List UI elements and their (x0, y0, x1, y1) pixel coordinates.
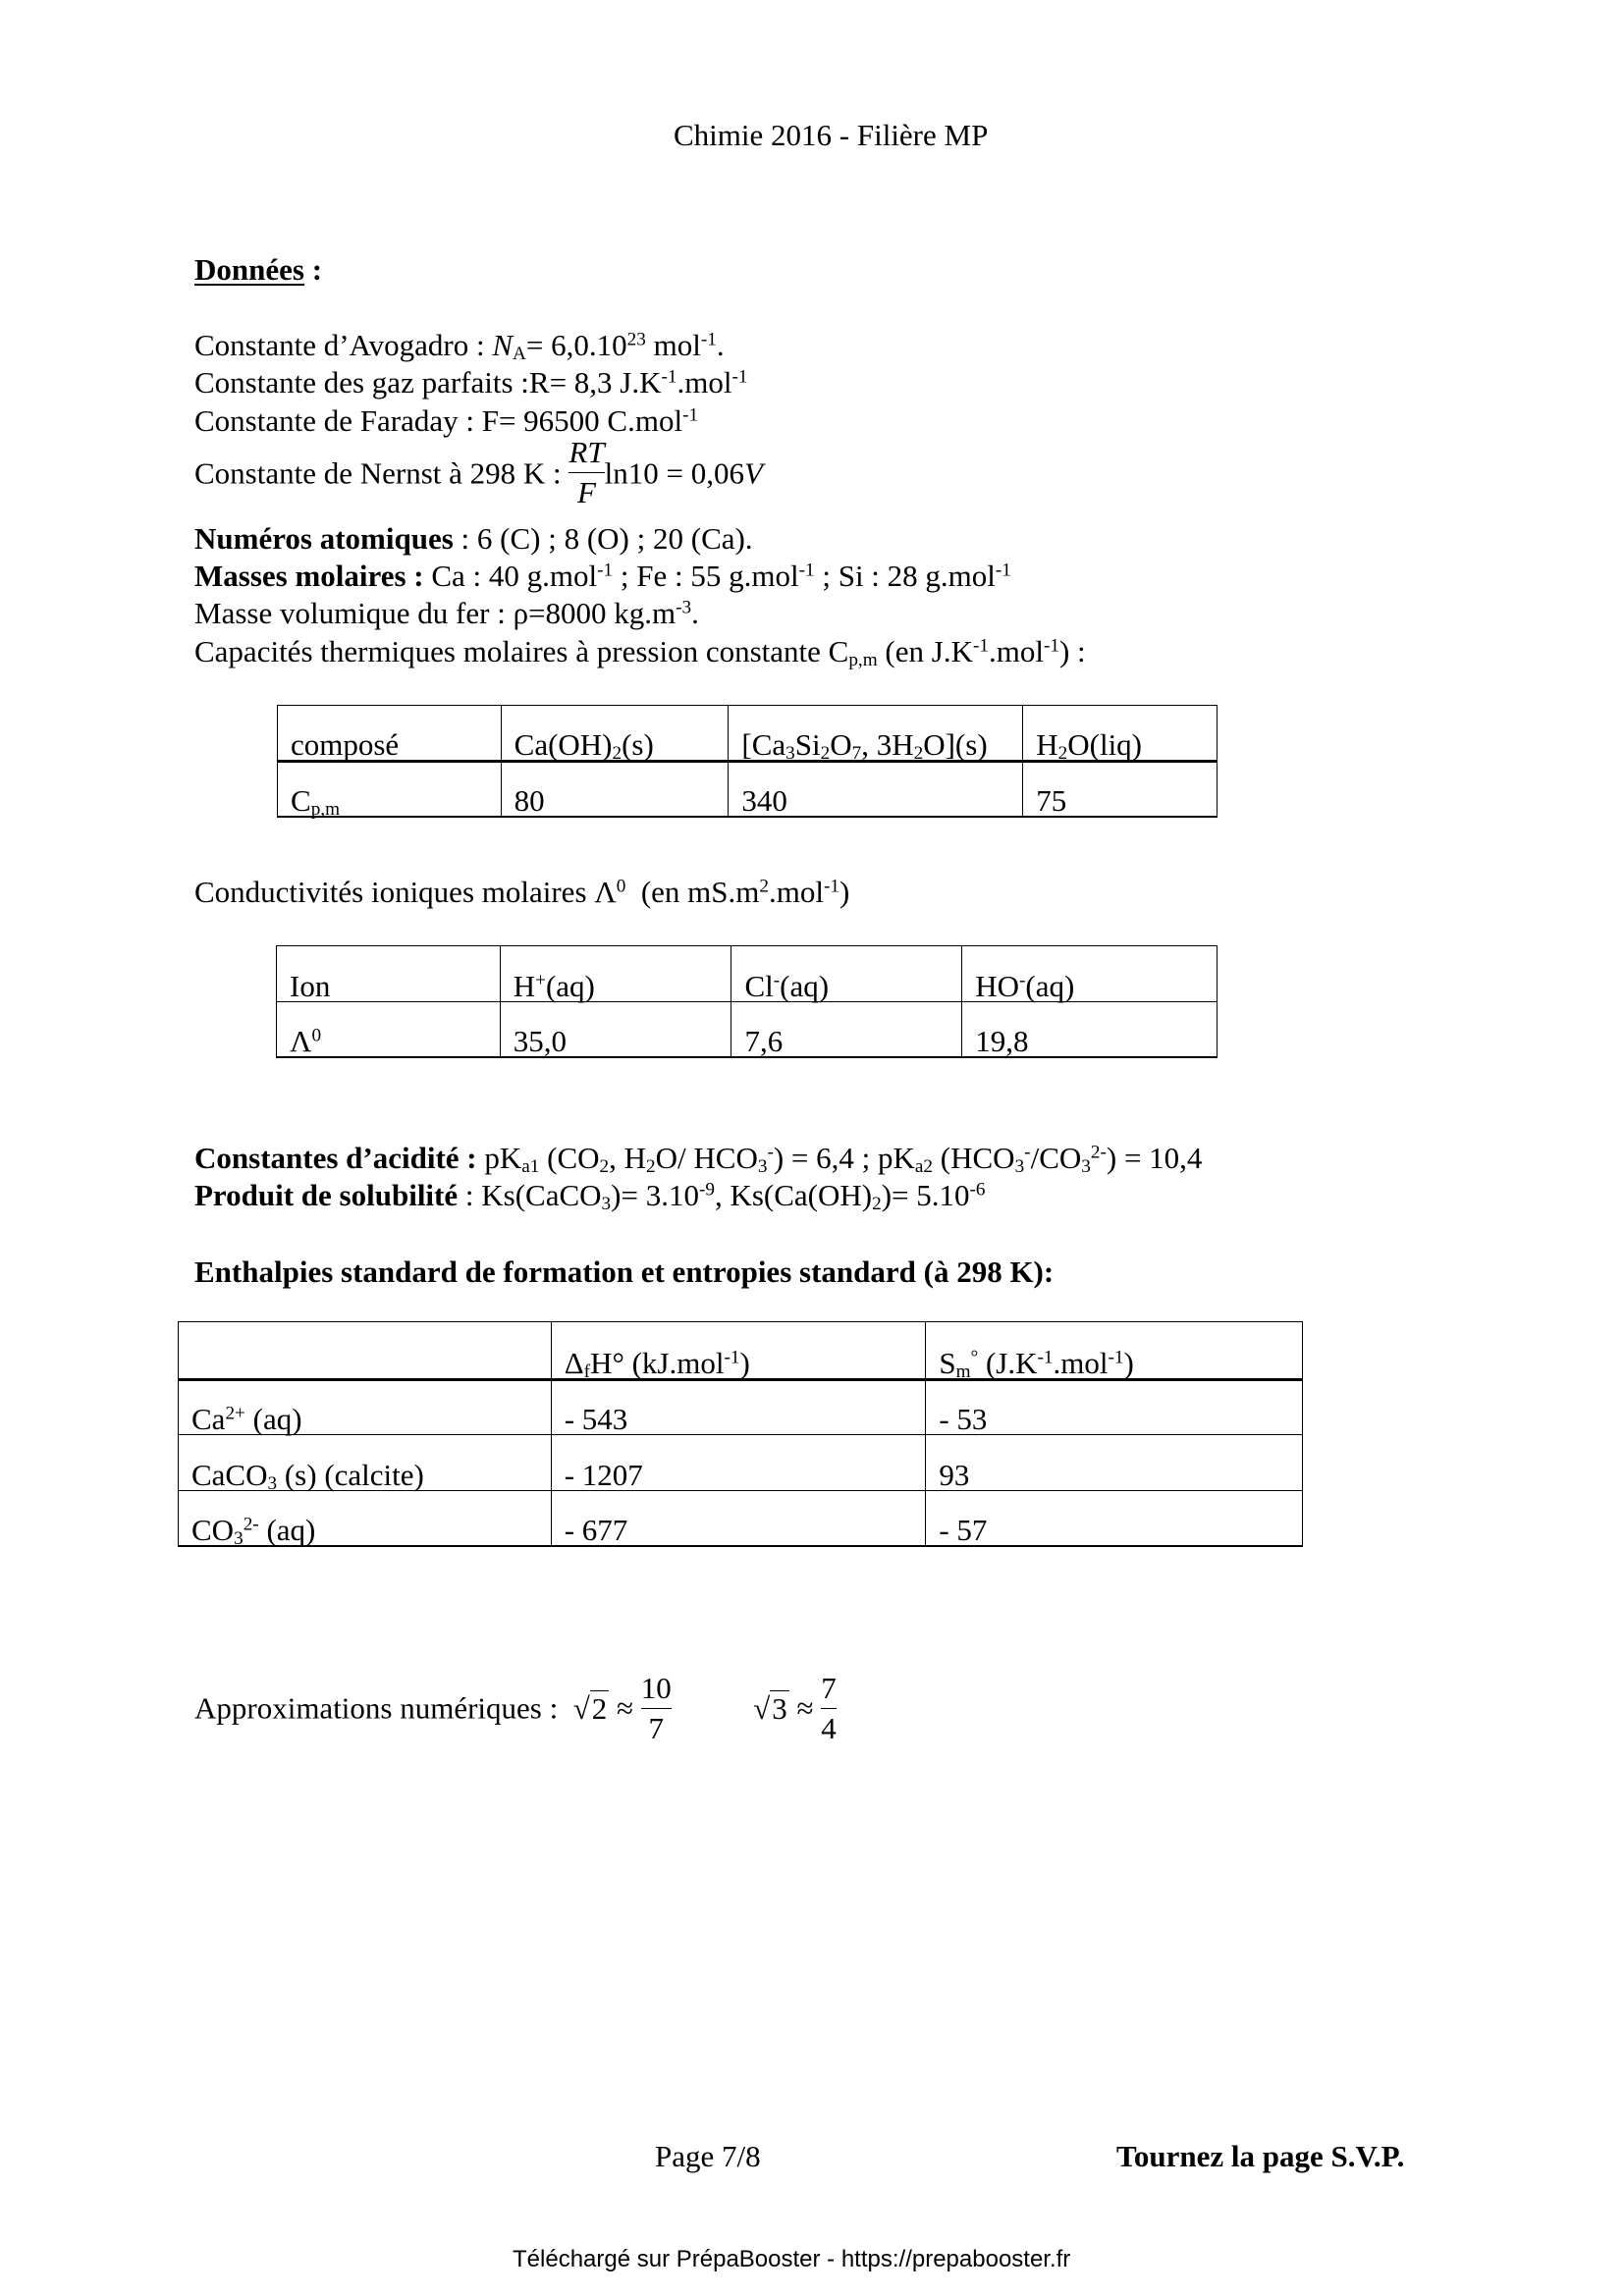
sqrt2-den: 7 (648, 1710, 665, 1745)
page-number: Page 7/8 (655, 2139, 761, 2173)
acidity-label: Constantes d’acidité : (194, 1141, 477, 1175)
approximations (194, 1671, 837, 1745)
thermo-title: Enthalpies standard de formation et entropies standard (à 298 K): (194, 1255, 1055, 1289)
cond-exp2: -1 (824, 876, 839, 897)
table-cell: - 1207 (551, 1435, 926, 1491)
table-cell: 80 (501, 762, 729, 817)
sqrt3 (753, 1690, 789, 1726)
atomic-numbers-label: Numéros atomiques (194, 521, 454, 556)
iron-density (194, 598, 699, 628)
table-cell: $\Delta_fH^\circ$ (kJ.mol$^{-1}$) (551, 1322, 926, 1380)
sqrt-icon: √ (753, 1690, 771, 1726)
thermo-table (178, 1321, 1303, 1547)
table-cell (179, 1322, 552, 1380)
lambda-label-sup: 0 (311, 1024, 322, 1045)
iron-density-end: . (691, 596, 699, 630)
conductivity-table (276, 945, 1218, 1058)
approximations-label: Approximations numériques : (194, 1690, 566, 1726)
table-row (179, 1380, 1303, 1435)
table-cell: H+(aq) (500, 946, 731, 1002)
sqrt2 (572, 1690, 610, 1726)
nernst-label: Constante de Nernst à 298 K : (194, 455, 569, 491)
table-cell: HO-(aq) (962, 946, 1218, 1002)
page-header-title: Chimie 2016 - Filière MP (674, 118, 989, 152)
table-cell: composé (278, 706, 502, 762)
nernst-rest: ln10 = 0,06 (604, 455, 744, 491)
avogadro-value: = 6,0.10 (525, 328, 627, 362)
table-cell: 75 (1023, 762, 1218, 817)
table-cell: 35,0 (500, 1002, 731, 1057)
hc-end: ) : (1058, 634, 1086, 668)
avogadro-end: . (716, 328, 725, 362)
iron-density-exp: -3 (676, 597, 692, 618)
constant-avogadro (194, 328, 725, 365)
conductivity-intro (194, 877, 849, 907)
table-cell: $H_2O(liq)$ (1023, 706, 1218, 762)
faraday-label: Constante de Faraday : F= 96500 C.mol (194, 403, 683, 438)
cond-unit-a: (en mS.m (625, 875, 760, 909)
avogadro-symbol-sub: A (513, 344, 526, 365)
gas-label: Constante des gaz parfaits :R= 8,3 J.K (194, 365, 662, 400)
sqrt3-den: 4 (821, 1710, 837, 1745)
table-cell (277, 1002, 501, 1057)
table-row (179, 1322, 1303, 1380)
iron-density-label: Masse volumique du fer : ρ=8000 kg.m (194, 596, 677, 630)
molar-mass-fe: ; Fe : 55 g.mol (613, 559, 799, 593)
sqrt2-radicand: 2 (591, 1690, 608, 1726)
table-row (179, 1491, 1303, 1546)
constant-nernst (194, 435, 763, 513)
fraction-bar (641, 1708, 672, 1709)
table-cell (278, 762, 502, 820)
table-cell: $S_m^\circ$ $(J.K^{-1}.mol^{-1})$ (926, 1322, 1303, 1380)
cond-end: ) (839, 875, 850, 909)
nernst-unit: V (743, 455, 763, 491)
gas-mid: .mol (677, 365, 732, 400)
table-row (278, 706, 1218, 762)
gas-exp2: -1 (731, 366, 748, 388)
acidity-constants: Constantes d’acidité : $pK_{a1}$ ($CO_2$, $H_2O/$ $HCO_3^-) = 6,4$ ; $pK_{a2}$ $(HCO_3^-/CO_3^{2-}) = 10,4$ (194, 1141, 1203, 1178)
constant-faraday (194, 405, 698, 436)
table-cell: - 543 (551, 1380, 926, 1435)
turn-page-note: Tournez la page S.V.P. (1116, 2139, 1405, 2173)
molar-masses-label: Masses molaires : (194, 559, 424, 593)
molar-mass-ca: Ca : 40 g.mol (423, 559, 598, 593)
sqrt3-radicand: 3 (772, 1690, 787, 1726)
exp: -1 (798, 560, 815, 581)
fraction-bar (821, 1708, 837, 1709)
table-row (277, 1002, 1218, 1057)
section-title-colon: : (303, 252, 323, 287)
molar-mass-si: ; Si : 28 g.mol (814, 559, 996, 593)
table-cell: 340 (729, 762, 1023, 817)
section-title (194, 254, 322, 285)
sqrt-icon: √ (572, 1690, 590, 1726)
table-cell: CaCO$_3$ (s) (calcite) (179, 1435, 552, 1491)
nernst-denominator: F (577, 474, 596, 509)
avogadro-unit: mol (645, 328, 701, 362)
section-title-text: Données (194, 252, 304, 287)
nernst-numerator: RT (568, 435, 605, 469)
hc-exp2: -1 (1043, 635, 1059, 657)
molar-masses (194, 561, 1011, 591)
cp-label-sub: p,m (310, 798, 341, 820)
hc-unit-b: .mol (988, 634, 1044, 668)
sqrt2-num: 10 (640, 1671, 672, 1705)
table-cell: 93 (926, 1435, 1303, 1491)
avogadro-label: Constante d’Avogadro : (194, 328, 493, 362)
table-cell: $CO_3^{2-}$ (aq) (179, 1491, 552, 1546)
avogadro-symbol: N (492, 328, 514, 362)
table-row (278, 762, 1218, 817)
table-cell: 7,6 (731, 1002, 962, 1057)
exp: -1 (995, 560, 1011, 581)
exp: -1 (597, 560, 614, 581)
cond-exp1: 2 (759, 876, 770, 897)
atomic-numbers-value: : 6 (C) ; 8 (O) ; 20 (Ca). (453, 521, 753, 556)
cond-sup: 0 (616, 876, 626, 897)
approx-icon: ≈ (796, 1690, 814, 1726)
hc-text: Capacités thermiques molaires à pression constante C (194, 634, 849, 668)
avogadro-unit-exp: -1 (700, 329, 717, 350)
table-row (179, 1435, 1303, 1491)
lambda-label: Λ (290, 1023, 312, 1058)
table-cell: - 57 (926, 1491, 1303, 1546)
sqrt3-fraction (821, 1671, 837, 1745)
sqrt3-num: 7 (821, 1671, 837, 1705)
hc-sub: p,m (848, 650, 878, 671)
heat-capacity-table (277, 705, 1218, 818)
hc-exp1: -1 (972, 635, 989, 657)
solubility-label: Produit de solubilité (194, 1178, 459, 1212)
fraction-bar (568, 472, 604, 473)
cp-label: C (291, 782, 311, 818)
table-cell: 19,8 (962, 1002, 1218, 1057)
approx-icon: ≈ (617, 1690, 634, 1726)
avogadro-exp: 23 (626, 329, 646, 350)
gas-exp1: -1 (661, 366, 677, 388)
nernst-fraction (568, 435, 604, 509)
faraday-exp: -1 (682, 404, 699, 426)
solubility-products: Produit de solubilité : Ks(CaCO$_3$)= $3.10^{-9}$, $Ks(Ca(OH)_2)= 5.10^{-6}$ (194, 1178, 986, 1215)
download-source-link[interactable]: Téléchargé sur PrépaBooster - https://prepabooster.fr (513, 2246, 1071, 2272)
table-cell: - 53 (926, 1380, 1303, 1435)
table-cell: Ion (277, 946, 501, 1002)
constant-gas (194, 367, 748, 398)
hc-unit-a: (en J.K (877, 634, 973, 668)
table-row (277, 946, 1218, 1002)
cond-text: Conductivités ioniques molaires Λ (194, 875, 617, 909)
table-cell: $Ca^{2+}$ (aq) (179, 1380, 552, 1435)
cond-unit-b: .mol (769, 875, 824, 909)
atomic-numbers (194, 523, 753, 554)
table-cell: - 677 (551, 1491, 926, 1546)
table-cell: $Ca(OH)_2(s)$ (501, 706, 729, 762)
heat-capacity-intro (194, 634, 1086, 671)
sqrt2-fraction (641, 1671, 672, 1745)
table-cell: [$Ca_3Si_2O_7$, $3H_2O](s)$ (729, 706, 1023, 762)
table-cell: Cl-(aq) (731, 946, 962, 1002)
